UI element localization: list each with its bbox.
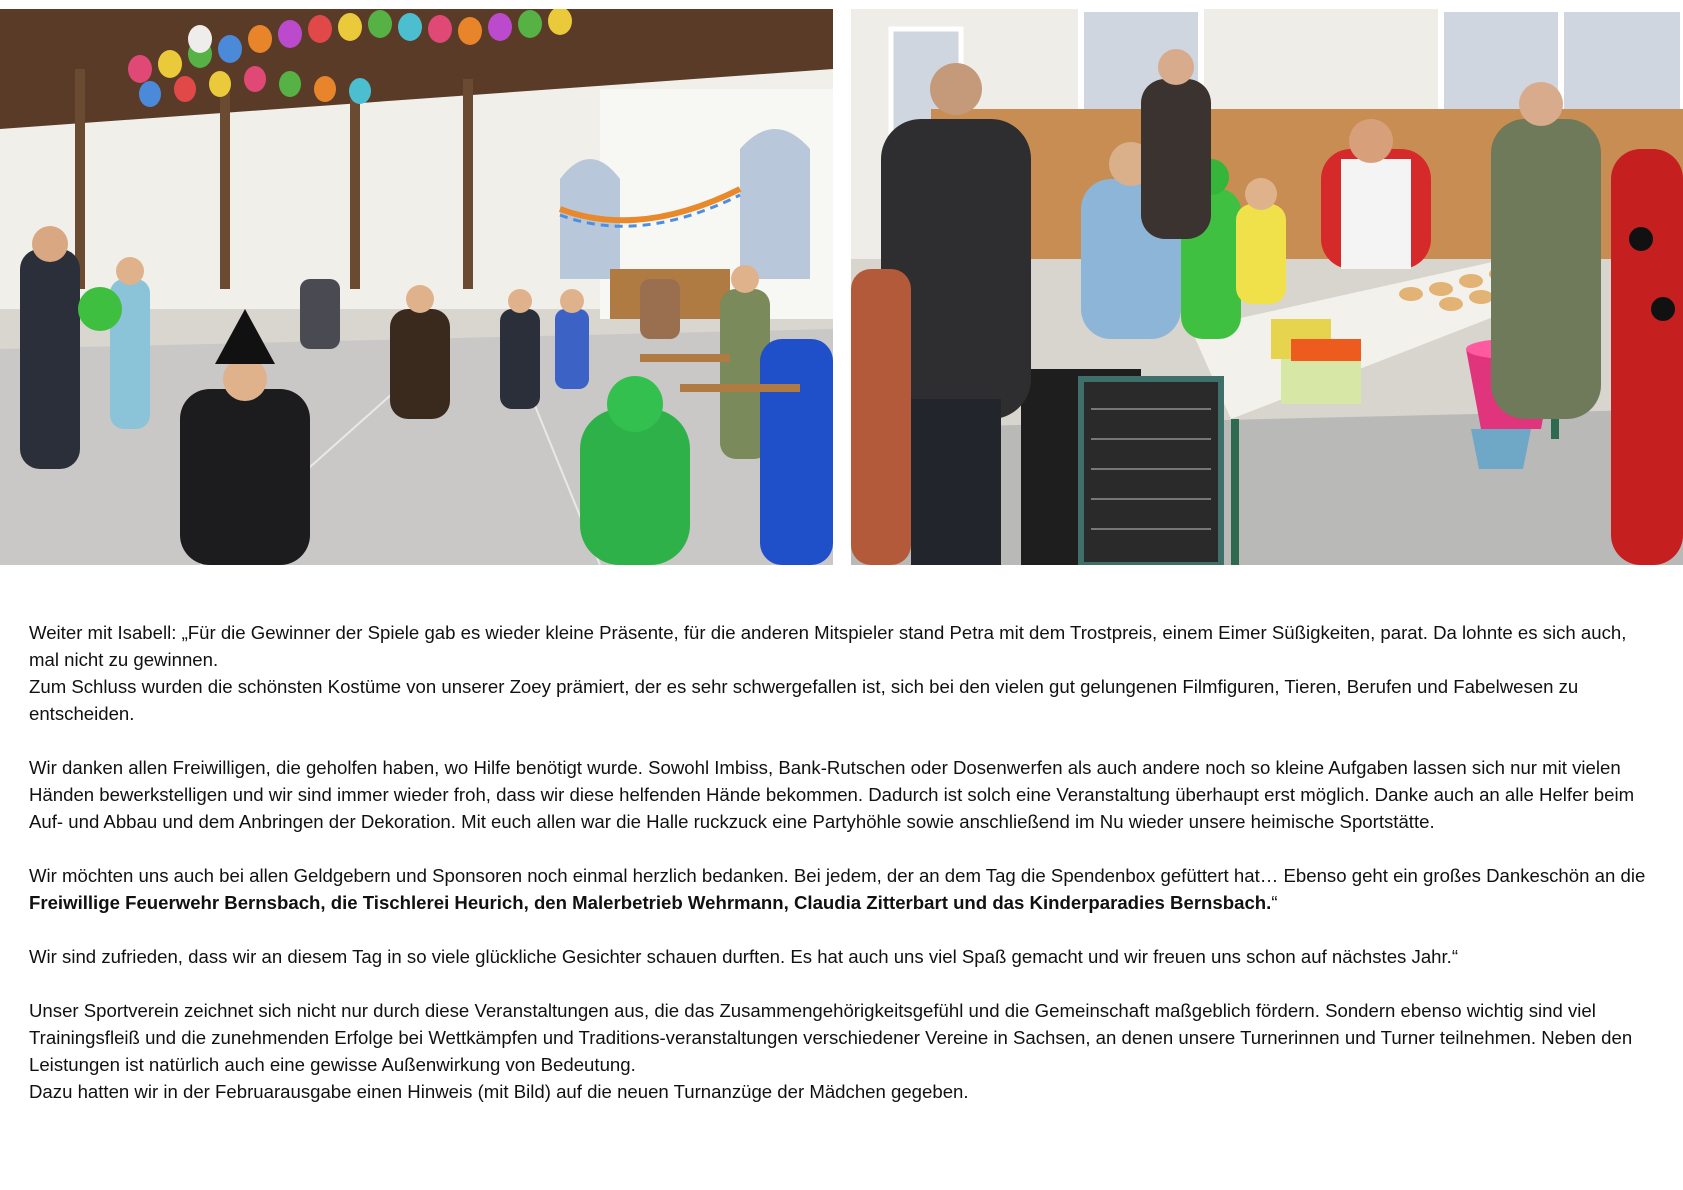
paragraph-spacer (29, 835, 1654, 862)
paragraph-spacer (29, 916, 1654, 943)
paragraph-isabell-quote: Weiter mit Isabell: „Für die Gewinner der Spiele gab es wieder kleine Präsente, für die anderen Mitspieler stand Petra mit dem Trostpreis, einem Eimer Süßigkeiten, parat. Da lohnte es sich auch, mal nicht zu gewinnen. (29, 622, 1627, 670)
paragraph-spacer (29, 727, 1654, 754)
carnival-gym-hall-photo (0, 9, 833, 565)
paragraph-satisfied: Wir sind zufrieden, dass wir an diesem Tag in so viele glückliche Gesichter schauen durften. Es hat auch uns viel Spaß gemacht und wir freuen uns schon auf nächstes Jahr.“ (29, 946, 1459, 967)
closing-quote-mark: “ (1271, 892, 1278, 913)
paragraph-sports-club: Unser Sportverein zeichnet sich nicht nur durch diese Veranstaltungen aus, die das Zusammengehörigkeitsgefühl und die Gemeinschaft maßgeblich fördern. Sondern ebenso wichtig sind viel Trainingsfleiß und die zunehmenden Erfolge bei Wettkämpfen und Traditions-veranstaltungen verschiedener Vereine in Sachsen, an denen unsere Turnerinnen und Turner teilnehmen. Neben den Leistungen ist natürlich auch eine gewisse Außenwirkung von Bedeutung. (29, 1000, 1633, 1075)
paragraph-volunteers-thanks: Wir danken allen Freiwilligen, die geholfen haben, wo Hilfe benötigt wurde. Sowohl Imbiss, Bank-Rutschen oder Dosenwerfen als auch andere noch so kleine Aufgaben lassen sich nur mit vielen Händen bewerkstelligen und wir sind immer wieder froh, dass wir diese helfenden Hände bekommen. Dadurch ist solch eine Veranstaltung überhaupt erst möglich. Danke auch an alle Helfer beim Auf- und Abbau und dem Anbringen der Dekoration. Mit euch allen war die Halle ruckzuck eine Partyhöhle sowie anschließend im Nu wieder unsere heimische Sportstätte. (29, 757, 1635, 832)
snack-buffet-image (851, 9, 1683, 565)
photo-row (0, 9, 1683, 565)
paragraph-sponsors-thanks (29, 862, 1654, 916)
paragraph-costume-award: Zum Schluss wurden die schönsten Kostüme von unserer Zoey prämiert, der es sehr schwergefallen ist, sich bei den vielen gut gelungenen Filmfiguren, Tieren, Berufen und Fabelwesen zu entscheiden. (29, 676, 1579, 724)
sponsors-text: Wir möchten uns auch bei allen Geldgebern und Sponsoren noch einmal herzlich bedanken. Bei jedem, der an dem Tag die Spendenbox gefüttert hat… Ebenso geht ein großes Dankeschön an die (29, 865, 1646, 886)
snack-buffet-photo (851, 9, 1683, 565)
article-text (29, 619, 1654, 1105)
sponsors-list: Freiwillige Feuerwehr Bernsbach, die Tischlerei Heurich, den Malerbetrieb Wehrmann, Claudia Zitterbart und das Kinderparadies Bernsbach. (29, 892, 1272, 913)
paragraph-spacer (29, 970, 1654, 997)
carnival-gym-hall-image (0, 9, 833, 565)
paragraph-leotards-note: Dazu hatten wir in der Februarausgabe einen Hinweis (mit Bild) auf die neuen Turnanzüge der Mädchen gegeben. (29, 1081, 969, 1102)
